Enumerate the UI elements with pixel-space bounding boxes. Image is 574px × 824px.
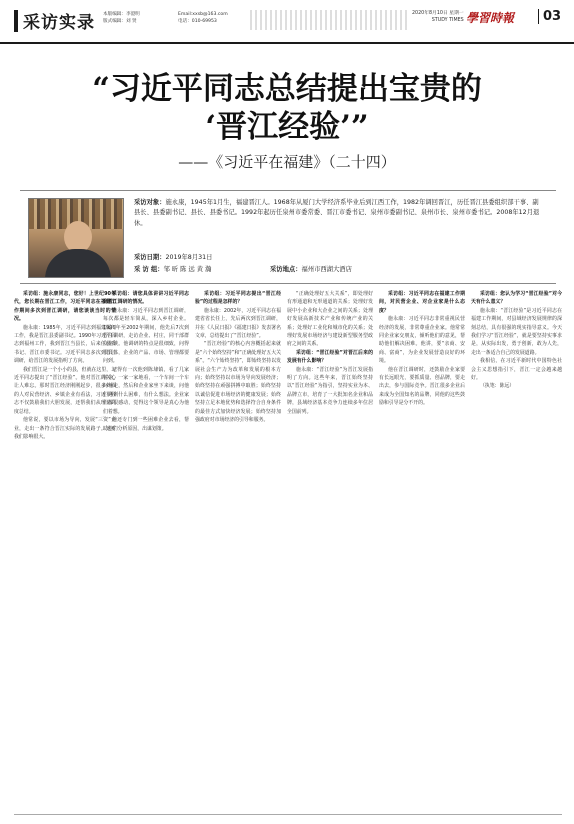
masthead-decoration: [250, 10, 410, 30]
time-value: 2019年8月31日: [165, 254, 213, 261]
page-number: 03: [538, 9, 561, 24]
paragraph: （执笔：陈远）: [480, 383, 515, 390]
paragraph: 施永康：2002年，习近平同志在福建省省长任上，先后两次到晋江调研，并在《人民日报》《福建日报》发表署名文章，总结提出了“晋江经验”。: [195, 307, 281, 340]
paragraph: 采访组：您认为学习“晋江经验”对今天有什么意义？: [471, 291, 562, 306]
section-bar-icon: [14, 10, 18, 32]
paragraph: 记得有一次他到陈埭镇，看了几家鞋企，一家一家地看，一个车间一个车间地走，然后和企业家坐下来谈，问他们遇到什么困难，有什么想法。企业家们都很感动，觉得这个领导是真心为他们着想。: [103, 366, 189, 415]
interview-place: [270, 265, 352, 275]
article-headline: [0, 70, 574, 146]
article-subtitle: ——《习近平在福建》（二十四）: [178, 153, 396, 171]
paragraph: 施永康：习近平同志非常重视民营经济的发展，非常尊重企业家。他常常同企业家交朋友，倾听他们的意见，帮助他们解决困难。他讲，要“亲商、安商、富商”，为企业发展营造良好的环境。: [379, 316, 465, 365]
paragraph: 采访组：施永康同志，您好！上世纪90年代，您长期在晋江工作，习近平同志在福建工作期间多次到晋江调研，请您谈谈当时的情况。: [14, 291, 116, 323]
interviewee-bio: [134, 198, 544, 229]
interviewers-value: 邹 昕 陈 远 黄 瀚: [163, 266, 212, 273]
paragraph: 采访组：请您具体讲讲习近平同志到晋江调研的情况。: [103, 291, 189, 306]
text-column-4: [287, 290, 373, 812]
newspaper-logo: 學習時報: [466, 11, 515, 25]
interviewers-label: 采 访 组：: [134, 266, 164, 273]
interviewee-info-box: [20, 190, 556, 284]
editor-line: 本版编辑：李澄明: [103, 12, 140, 17]
interviewee-photo: [28, 198, 124, 278]
interview-meta: [134, 265, 211, 275]
paragraph: 施永康：“晋江经验”是习近平同志在福建工作期间，对县域经济发展规律的深刻总结，具有很强的现实指导意义。今天我们学习“晋江经验”，就是要坚持实事求是，从实际出发，勇于创新，敢为人先，走出一条适合自己的发展道路。: [471, 307, 562, 356]
paragraph: 我相信，在习近平新时代中国特色社会主义思想指引下，晋江一定会越来越好。: [471, 358, 562, 382]
date-line-en: STUDY TIMES: [431, 18, 464, 23]
contact-phone: 电话：010-69953: [178, 19, 217, 24]
bio-label: 采访对象：: [134, 199, 166, 206]
portrait-body: [45, 249, 111, 278]
headline-line-2: ‘晋江经验’”: [205, 109, 369, 145]
paragraph: 我们晋江是一个小小的县，但就在这里，习近平同志提出了“晋江经验”。他对晋江的关心让人难忘。那时晋江经济刚刚起步，很多外面的人对民营经济、乡镇企业有看法，习近平同志不仅鼓励我们大胆发展，还帮我们从理论高度总结。: [14, 366, 116, 415]
place-value: 福州市西湖大酒店: [301, 266, 352, 273]
editor-credits: [103, 11, 140, 25]
text-column-2: [103, 290, 189, 812]
place-label: 采访地点：: [270, 266, 302, 273]
time-label: 采访日期：: [134, 254, 166, 261]
editor-line: 版式编辑：刘 贤: [103, 19, 137, 24]
contact-info: [178, 11, 228, 25]
paragraph: 他常说，要以市场为导向，发展“三资”企业，走出一条符合晋江实际的发展路子。这对我们影响很大。: [14, 417, 116, 440]
text-column-1: [14, 290, 116, 812]
paragraph: 采访组：“晋江经验”对晋江后来的发展有什么影响？: [287, 349, 373, 365]
text-column-3: [195, 290, 281, 812]
paragraph: 他还专门到一些困难企业去看，帮助他们分析原因，出谋划策。: [103, 417, 189, 432]
text-column-5: [379, 290, 465, 812]
paragraph: “正确处理好五大关系”，即处理好有形通道和无形通道的关系；处理好发展中小企业和大企业之间的关系；处理好发展高新技术产业和传统产业的关系；处理好工业化和城市化的关系；处理好发展市场经济与建设新型服务型政府之间的关系。: [287, 291, 373, 348]
issue-date: [412, 10, 464, 24]
paragraph: 施永康：“晋江经验”为晋江发展指明了方向。这些年来，晋江始终坚持以“晋江经验”为指引，坚持实业为本、品牌立市，培育了一大批知名企业和品牌，县域经济基本竞争力连续多年位居全国前列。: [287, 366, 373, 415]
section-title: 采访实录: [23, 13, 95, 33]
date-line: 2020年8月10日 星期一: [412, 11, 464, 16]
page-bottom-rule: [14, 814, 562, 815]
interview-time: [134, 253, 212, 263]
bio-text: 施永康，1945年1月生，福建晋江人。1968年从厦门大学经济系毕业后到江西工作，1982年调回晋江，历任晋江县委组织部干事、副县长、县委副书记、县长、县委书记。1992年起历任泉州市委常委、晋江市委书记、泉州市委副书记、泉州市长、泉州市委书记。2008年12月退休。: [134, 199, 540, 227]
paragraph: 施永康：习近平同志到晋江调研，每次都是轻车简从，深入乡村企业。1996年至2002年期间，他先后7次到晋江调研，走访企业、村庄，同干部群众座谈。他调研的特点是很细致，问得很具体，企业的产品、市场、管理都要问到。: [103, 307, 189, 365]
paragraph: 采访组：习近平同志提出“晋江经验”的过程是怎样的？: [195, 291, 281, 306]
contact-email: Email:xxsb@163.com: [178, 12, 228, 17]
paragraph: “晋江经验”的核心内容概括起来就是“六个始终坚持”和“正确处理好五大关系”。“六个始终坚持”，即始终坚持以发展社会生产力为改革和发展的根本方向；始终坚持以市场为导向发展经济；始终坚持在顽强拼搏中取胜；始终坚持以诚信促进市场经济的健康发展；始终坚持立足本地优势和选择符合自身条件的最佳方式加快经济发展；始终坚持加强政府对市场经济的引导和服务。: [195, 341, 281, 424]
paragraph: 采访组：习近平同志在福建工作期间，对民营企业、对企业家是什么态度？: [379, 291, 465, 314]
text-column-6: [471, 290, 562, 812]
paragraph: 施永康：1985年，习近平同志到福建厦门工作，我是晋江县委副书记。1990年习近平同志到福州工作，我到晋江当县长，后来任县委书记、晋江市委书记。习近平同志多次到晋江调研，给晋江的发展指明了方向。: [14, 324, 116, 365]
section-header: [14, 8, 95, 33]
masthead: [0, 0, 574, 44]
paragraph: 他在晋江调研时，还鼓励企业家要有长远眼光，要抓质量、创品牌，要走出去，参与国际竞争。晋江很多企业后来成为全国知名的品牌，同他的这些鼓励和引导是分不开的。: [379, 366, 465, 407]
headline-line-1: “习近平同志总结提出宝贵的: [92, 71, 482, 107]
article-body: [14, 290, 562, 812]
